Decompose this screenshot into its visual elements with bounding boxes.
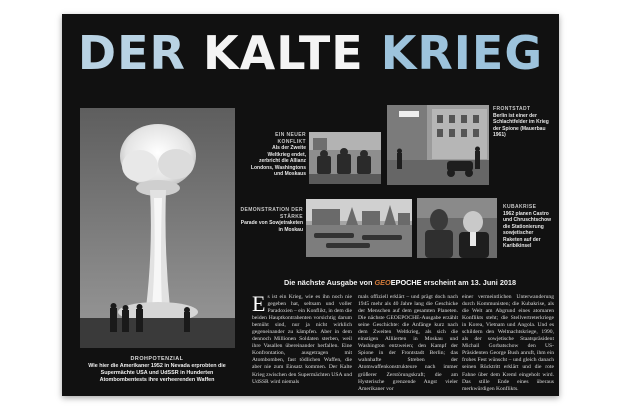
castro-khrushchev-photo — [417, 198, 497, 258]
caption-heading: DROHPOTENZIAL — [130, 356, 184, 362]
geoepoche-logo — [375, 278, 422, 287]
caption-text: Berlin ist einer der Schlachtfelder im Krieg der Spione (Mauerbau 1961) — [493, 112, 549, 138]
caption-text: Wie hier die Amerikaner 1952 in Nevada erprobten die Supermächte USA und UdSSR in Hunderten Atombombentests ihre verheerenden Waffen — [88, 363, 226, 383]
next-issue-announcement — [260, 278, 540, 287]
logo-epoche: EPOCHE — [390, 278, 422, 287]
caption-frontstadt — [493, 106, 549, 139]
caption-heading: EIN NEUER KONFLIKT — [275, 132, 306, 145]
caption-heading: FRONTSTADT — [493, 106, 531, 112]
title-word-der: DER — [77, 26, 186, 80]
article-text-3: einer vermeintlichen Unterwanderung durch Kommunisten; die Kubakrise, als die Welt am Abgrund eines atomaren Konflikts steht; die Stellvertreterkriege in Korea, Vietnam und Angola. Und es schildern den Weltnachtskriege, 1990, als der sowjetische Staatspräsident Michail Gorbatschow den US-Präsidenten George Bush anruft, ihm ein frohes Fest wünscht – und gleich danach seinen Rücktritt erklärt und die rote Fahne über dem Kreml eingeholt wird. Das stille Ende eines überaus merkwürdigen Konflikts. — [462, 294, 554, 392]
mushroom-cloud-photo — [80, 108, 235, 348]
announcement-before: Die nächste Ausgabe von — [283, 278, 375, 287]
article-column-3 — [462, 294, 554, 394]
caption-text: 1962 planen Castro und Chruschtschow die Stationierung sowjetischer Raketen auf der Karibikinsel — [503, 210, 552, 249]
caption-neuer-konflikt — [250, 132, 306, 178]
title-word-kalte: KALTE — [202, 26, 364, 80]
article-column-2 — [358, 294, 458, 394]
logo-geo: GEO — [374, 278, 391, 287]
caption-drohpotenzial — [82, 356, 232, 384]
berlin-wall-photo — [387, 105, 489, 185]
caption-demonstration — [238, 207, 303, 233]
caption-heading: DEMONSTRATION DER STÄRKE — [240, 207, 303, 220]
caption-kubakrise — [503, 204, 553, 250]
caption-heading: KUBAKRISE — [503, 204, 537, 210]
magazine-page — [62, 14, 559, 396]
caption-text: Als der Zweite Weltkrieg endet, zerbricht die Allianz Londons, Washingtons und Moskaus — [250, 145, 306, 177]
caption-text: Parade von Sowjetraketen in Moskau — [240, 220, 303, 233]
title-word-krieg: KRIEG — [380, 26, 544, 80]
article-text-1: s ist ein Krieg, wie es ihn noch nie gegeben hat, seltsam und voller Paradoxien – ein Konflikt, in dem die beiden Hauptkontrahenten vorsichtig darum bemüht sind, nur ja nicht wirklich gegeneinander zu kämpfen. Aber in dem dennoch Millionen Soldaten sterben, weil ihre Vasallen übereinander herfallen. Eine Konfrontation, ausgetragen mit Atombomben, fast tödlichen Waffen, die aber nie zum Einsatz kommen. Der Kalte Krieg zwischen den Supermächten USA und UdSSR wird niemals — [252, 294, 352, 385]
drop-cap: E — [252, 294, 266, 316]
announcement-after: erscheint am 13. Juni 2018 — [421, 278, 517, 287]
article-column-1 — [252, 294, 352, 394]
page-title — [62, 28, 559, 78]
moscow-parade-photo — [306, 199, 412, 257]
article-text-2: mals offiziell erklärt – und prägt doch nach 1945 mehr als 40 Jahre lang die Geschicke der Menschen auf dem gesamten Planeten. Die nächste GEOEPOCHE-Ausgabe erzählt seine Geschichte: die Anfänge kurz nach dem Zweiten Weltkrieg, als sich die einstigen Alliierten in Moskau und Washington entzweien; den Kampf der Spione in der Frontstadt Berlin; das wahnhafte Streben der Atomwaffenkonstrukteure nach immer größerer Zerstörungskraft; die am Hysterische grenzende Angst vieler Amerikaner vor — [358, 294, 458, 392]
yalta-photo — [309, 132, 381, 184]
